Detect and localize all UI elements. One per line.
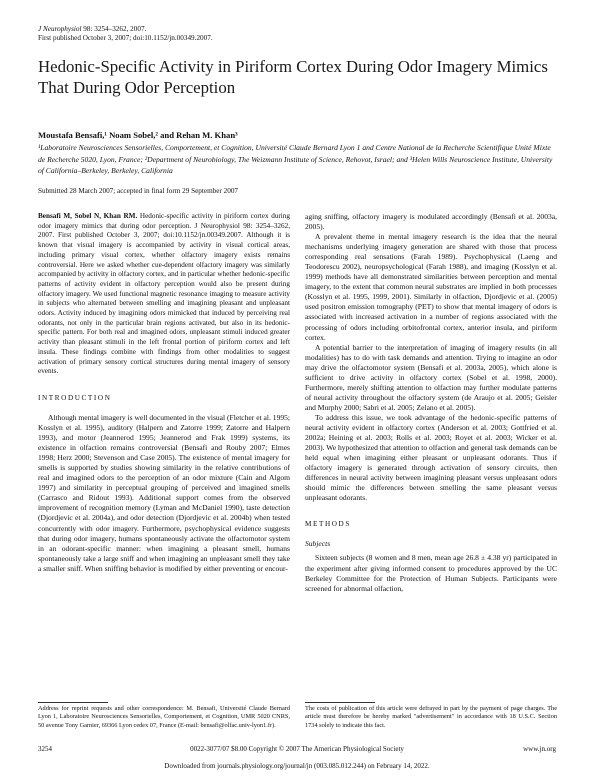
- paragraph: To address this issue, we took advantage of the hedonic-specific patterns of neural activity evident in olfactory cortex (Anderson et al. 2003; Gottfried et al. 2002a; Heining et al. 2003; Rolls et al. 2003; Royet et al. 2003; Wicker et al. 2003). We hypothesized that attention to olfaction and general task demands can be held equal when imagining either pleasant or unpleasant odorants. Thus if olfactory imagery is generated through activation of sensory circuits, then differences in neural activity between imagining pleasant versus unpleasant odors should mimic the differences between smelling the same pleasant versus unpleasant odorants.: [305, 412, 557, 503]
- section-heading-introduction: INTRODUCTION: [38, 393, 112, 402]
- paragraph: aging sniffing, olfactory imagery is modulated accordingly (Bensafi et al. 2003a, 2005).: [305, 212, 557, 232]
- published-line: First published October 3, 2007; doi:10.1152/jn.00349.2007.: [38, 34, 213, 42]
- right-column: [305, 212, 557, 594]
- copyright-line: 0022-3077/07 $8.00 Copyright © 2007 The American Physiological Society: [190, 745, 404, 753]
- paragraph: Although mental imagery is well documented in the visual (Fletcher et al. 1995; Kosslyn et al. 1995), auditory (Halpern and Zatorre 1999; Zatorre and Halpern 1993), and motor (Jeannerod 1995; Jeannerod and Frak 1999) systems, its existence in olfaction remains controversial (Bensafi and Rouby 2007; Elmes 1998; Herz 2000; Stevenson and Case 2005). The existence of mental imagery for smells is supported by studies showing similarity in the relative contributions of real and imagined odors to the perception of an odor mixture (Cain and Algom 1997) and similarity in perceptual grouping of perceived and imagined smells (Carrasco and Ridout 1993). Additional support comes from the observed improvement of recognition memory (Lyman and McDaniel 1990), taste detection (Djordjevic et al. 2004a), and odor detection (Djordjevic et al. 2004b) when tested concurrently with odor imagery. Furthermore, psychophysical evidence suggests that during odor imagery, humans spontaneously activate the olfactomotor system in an odorant-specific manner: when imagining a pleasant smell, humans spontaneously take a large sniff and when imagining an unpleasant smell they take a smaller sniff. When sniffing behavior is modified by either preventing or encour-: [38, 413, 290, 573]
- journal-website: www.jn.org: [523, 745, 556, 753]
- paper-title: Hedonic-Specific Activity in Piriform Cortex During Odor Imagery Mimics That During Odor Perception: [38, 57, 548, 97]
- footnote-rule-right: [305, 702, 375, 703]
- paragraph: A prevalent theme in mental imagery research is the idea that the neural mechanisms underlying imagery generation are shared with those that process corresponding real sensations (Farah 1989). Psychophysical (Laeng and Teodorescu 2002), neuropsychological (Farah 1988), and imaging (Kosslyn et al. 1999) methods have all demonstrated similarities between perception and mental imagery, to the extent that common neural substrates are implied in both processes (Kosslyn et al. 1995, 1999, 2001). Similarly in olfaction, Djordjevic et al. (2005) used positron emission tomography (PET) to show that mental imagery of odors is associated with increased activation in a number of regions associated with the processing of odors including orbitofrontal cortex, anterior insula, and piriform cortex.: [305, 232, 557, 342]
- footnote-page-charges: The costs of publication of this article were defrayed in part by the payment of page charges. The article must therefore be hereby marked "advertisement" in accordance with 18 U.S.C. Section 1734 solely to indicate this fact.: [305, 705, 557, 729]
- subsection-heading-subjects: Subjects: [305, 539, 331, 549]
- paragraph: Sixteen subjects (8 women and 8 men, mean age 26.8 ± 4.38 yr) participated in the experiment after giving informed consent to procedures approved by the UC Berkeley Committee for the Protection of Human Subjects. Participants were screened for abnormal olfaction,: [305, 553, 557, 593]
- submission-dates: Submitted 28 March 2007; accepted in final form 29 September 2007: [38, 187, 239, 195]
- section-heading-methods: METHODS: [305, 520, 351, 529]
- affiliations: ¹Laboratoire Neurosciences Sensorielles, Comportement, et Cognition, Université Claude Bernard Lyon 1 and Centre National de la Recherche Scientifique Unité Mixte de Recherche 5020, Lyon, France; ²Department of Neurobiology, The Weizmann Institute of Science, Rehovot, Israel; and ³Helen Wills Neuroscience Institute, University of California–Berkeley, Berkeley, California: [38, 143, 553, 176]
- author-list: Moustafa Bensafi,¹ Noam Sobel,² and Rehan M. Khan³: [38, 130, 238, 140]
- abstract: [38, 212, 290, 377]
- abstract-text: Hedonic-specific activity in piriform cortex during odor imagery mimics that during odor perception. J Neurophysiol 98: 3254–3262, 2007. First published October 3, 2007; doi:10.1152/jn.00349.2007. Although it is known that visual imagery is accompanied by activity in visual cortical areas, including primary visual cortex, whether olfactory imagery exists remains controversial. Here we asked whether cue-dependent olfactory imagery was similarly accompanied by activity in olfactory cortex, and in particular whether hedonic-specific patterns of activity evident in olfactory perception would also be present during olfactory imagery. We used functional magnetic resonance imaging to measure activity in subjects who alternated between smelling and imagining pleasant and unpleasant odors. Activity induced by imagining odors mimicked that induced by perceiving real odorants, not only in the particular brain regions activated, but also in its hedonic-specific pattern. For both real and imagined odors, unpleasant stimuli induced greater activity than pleasant stimuli in the left frontal portion of piriform cortex and left insula. These findings combine with findings from other modalities to suggest activation of primary sensory cortical structures during mental imagery of sensory events.: [38, 212, 290, 376]
- journal-citation: 98: 3254–3262, 2007.: [81, 25, 147, 33]
- abstract-lead: Bensafi M, Sobel N, Khan RM.: [38, 212, 138, 220]
- footnote-rule-left: [38, 702, 108, 703]
- left-column: [38, 212, 290, 574]
- page-number: 3254: [38, 745, 52, 753]
- journal-name: J Neurophysiol: [38, 25, 82, 33]
- running-header: [38, 25, 213, 43]
- paragraph: A potential barrier to the interpretation of imaging of imagery results (in all modalities) has to do with task demands and attention. Trying to imagine an odor may drive the olfactomotor system (Bensafi et al. 2003a, 2005), which alone is sufficient to drive activity in olfactory cortex (Sobel et al. 1998, 2000). Furthermore, merely shifting attention to olfaction may further modulate patterns of neural activity throughout the olfactory system (de Araujo et al. 2005; Geisler and Murphy 2000; Sabri et al. 2005; Zelano et al. 2005).: [305, 342, 557, 412]
- footnote-correspondence: Address for reprint requests and other correspondence: M. Bensafi, Université Claude Bernard Lyon 1, Laboratoire Neurosciences Sensorielles, Comportement, et Cognition, UMR 5020 CNRS, 50 avenue Tony Garnier, 69366 Lyon cedex 07, France (E-mail: bensafi@olfac.univ-lyon1.fr).: [38, 705, 290, 729]
- download-notice: Downloaded from journals.physiology.org/journal/jn (003.085.012.244) on February 14, 2022.: [164, 762, 430, 770]
